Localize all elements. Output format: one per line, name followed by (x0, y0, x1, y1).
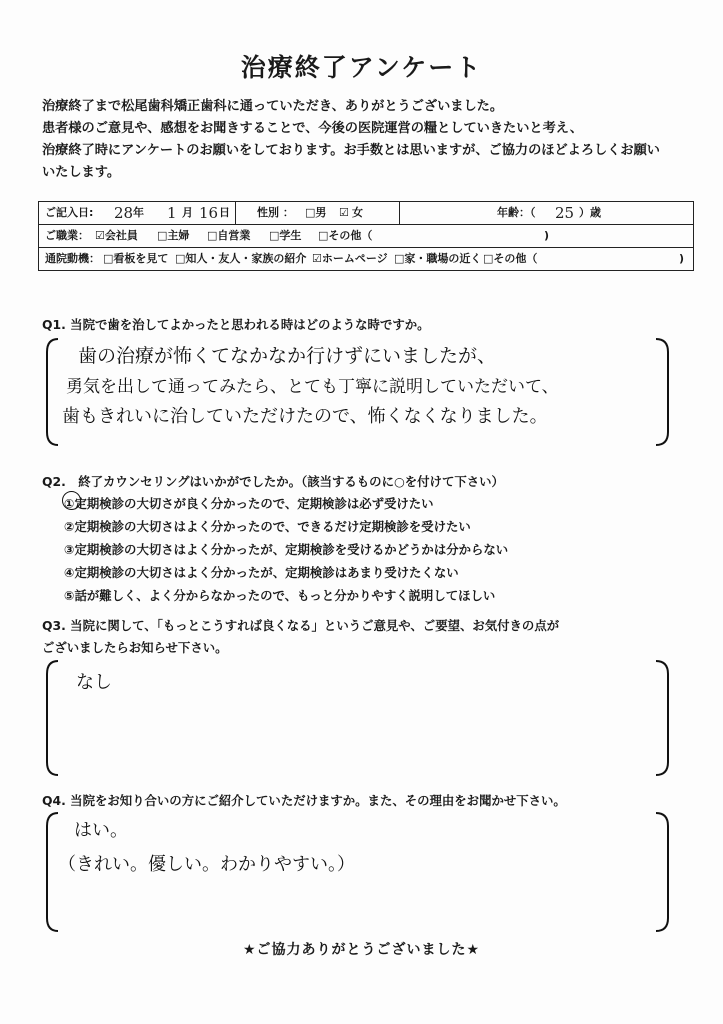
page-title: 治療終了アンケート (240, 53, 483, 82)
visit-reason-row (39, 248, 693, 270)
q4-answer-line: （きれい。優しい。わかりやすい。） (58, 854, 355, 875)
q4-answer-line: はい。 (74, 820, 128, 841)
q1-answer-line: 歯の治療が怖くてなかなか行けずにいましたが、 (78, 345, 497, 367)
q3-question-line1: Q3. 当院に関して、「もっとこうすれば良くなる」というご意見や、ご要望、お気付きの点が (42, 618, 560, 633)
info-form-table (38, 201, 694, 271)
date-label: ご記入日: (45, 206, 94, 219)
date-year-value[interactable]: 28 (114, 204, 134, 222)
q3-answer-brackets (44, 658, 672, 778)
q2-option-4[interactable]: ④定期検診の大切さはよく分かったが、定期検診はあまり受けたくない (64, 565, 459, 580)
occupation-row (39, 225, 693, 248)
q1-answer-line: 歯もきれいに治していただけたので、怖くなくなりました。 (62, 406, 548, 427)
visit-reason-label: 通院動機： (45, 252, 100, 265)
age-label: 年齢：（ (497, 206, 536, 219)
gender-male-checkbox[interactable]: □男 (305, 206, 327, 219)
q1-answer-line: 勇気を出して通ってみたら、とても丁寧に説明していただいて、 (66, 377, 559, 397)
intro-line: 患者様のご意見や、感想をお聞きすることで、今後の医院運営の糧としていきたいと考え、 (42, 121, 583, 136)
date-month-value[interactable]: 1 (167, 204, 177, 222)
occupation-label: ご職業： (45, 229, 89, 242)
q2-option-2[interactable]: ②定期検診の大切さはよく分かったので、できるだけ定期検診を受けたい (64, 519, 471, 534)
date-day-value[interactable]: 16 (199, 204, 219, 222)
q3-answer: なし (76, 672, 112, 693)
q4-question: Q4. 当院をお知り合いの方にご紹介していただけますか。また、その理由をお聞かせ下さい。 (42, 793, 566, 808)
q2-question: Q2. 終了カウンセリングはいかがでしたか。（該当するものに○を付けて下さい） (42, 474, 504, 489)
visit-option-signboard[interactable]: □看板を見て (103, 252, 169, 265)
divider (399, 202, 400, 224)
gender-female-label: 女 (352, 206, 363, 219)
q3-question-line2: ございましたらお知らせ下さい。 (42, 640, 228, 655)
q2-option-1[interactable]: ①定期検診の大切さが良く分かったので、定期検診は必ず受けたい (64, 496, 434, 511)
occupation-other-close: ) (544, 229, 550, 242)
day-unit: 日 (219, 206, 230, 219)
visit-other-close: ) (679, 252, 685, 265)
occupation-option-self-employed[interactable]: □自営業 (207, 229, 251, 242)
visit-option-near-home[interactable]: □家・職場の近く (394, 252, 482, 265)
q2-option-5[interactable]: ⑤話が難しく、よく分からなかったので、もっと分かりやすく説明してほしい (64, 588, 496, 603)
intro-line: いたします。 (42, 165, 121, 180)
occupation-option-company[interactable]: ☑会社員 (95, 229, 138, 242)
q2-option-3[interactable]: ③定期検診の大切さはよく分かったが、定期検診を受けるかどうかは分からない (64, 542, 509, 557)
month-unit: 月 (182, 206, 193, 219)
intro-line: 治療終了まで松尾歯科矯正歯科に通っていただき、ありがとうございました。 (42, 99, 504, 114)
visit-option-other[interactable]: □その他（ (483, 252, 538, 265)
intro-line: 治療終了時にアンケートのお願いをしております。お手数とは思いますが、ご協力のほどよろしくお願い (42, 143, 660, 158)
divider (235, 202, 236, 224)
gender-label: 性別 ： (257, 206, 294, 219)
occupation-option-housewife[interactable]: □主婦 (157, 229, 190, 242)
occupation-option-student[interactable]: □学生 (269, 229, 302, 242)
date-gender-age-row (39, 202, 693, 225)
occupation-option-other[interactable]: □その他（ (318, 229, 373, 242)
age-value[interactable]: 25 (555, 204, 575, 222)
year-unit: 年 (133, 206, 144, 219)
intro-text (42, 96, 682, 184)
visit-option-referral[interactable]: □知人・友人・家族の紹介 (175, 252, 307, 265)
gender-female-checkbox[interactable]: ☑ (339, 206, 349, 219)
age-suffix: ）歳 (579, 206, 601, 219)
q1-question: Q1. 当院で歯を治してよかったと思われる時はどのような時ですか。 (42, 317, 430, 332)
visit-option-homepage[interactable]: ☑ホームページ (312, 252, 388, 265)
thanks-message: ★ご協力ありがとうございました★ (242, 942, 481, 958)
